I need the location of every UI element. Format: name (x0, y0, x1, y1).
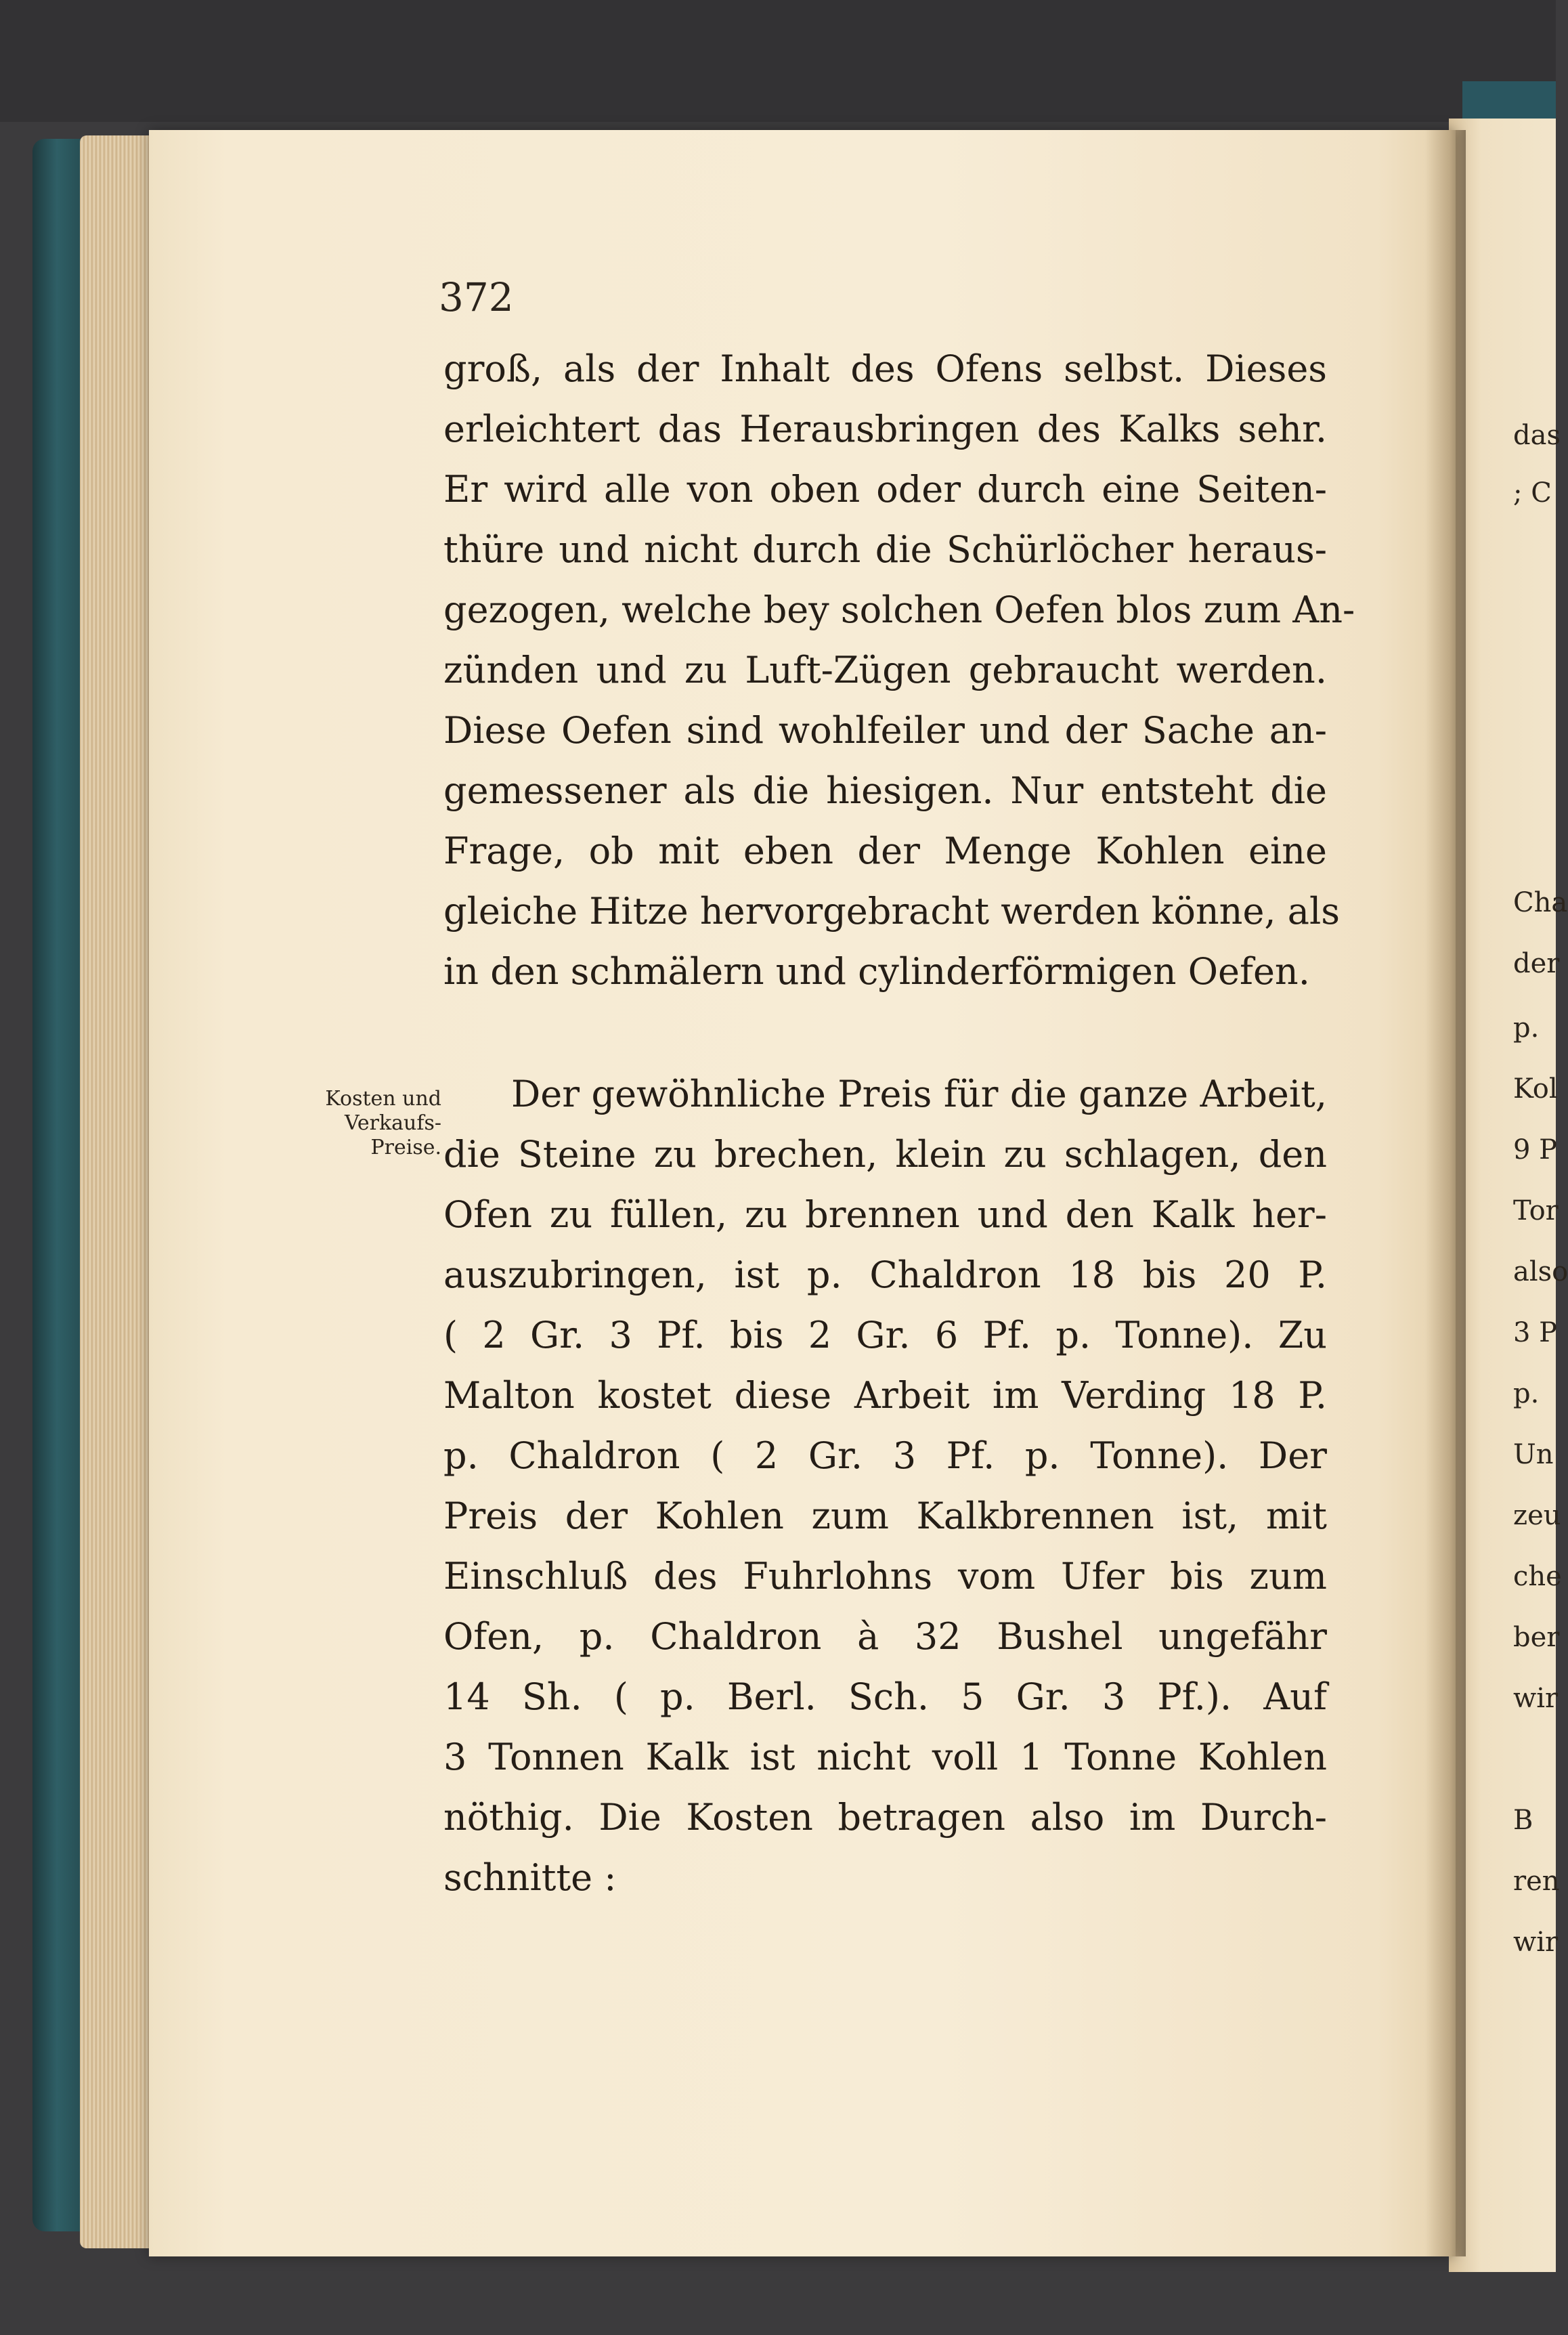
text-line: Der gewöhnliche Preis für die ganze Arbeit, (511, 1073, 1327, 1115)
text-line: in den schmälern und cylinderförmigen Oefen. (443, 950, 1310, 993)
text-line: gemessener als die hiesigen. Nur entsteht die (443, 769, 1327, 812)
page-gutter-shadow (1425, 130, 1466, 2256)
facing-page-fragment: das (1513, 420, 1561, 451)
text-line: Einschluß des Fuhrlohns vom Ufer bis zum (443, 1555, 1327, 1598)
text-line: Ofen, p. Chaldron à 32 Bushel ungefähr (443, 1615, 1327, 1658)
facing-page-fragment: p. (1513, 1012, 1540, 1044)
facing-page-fragment: che (1513, 1561, 1562, 1592)
facing-page-fragment: wir (1513, 1683, 1559, 1714)
paragraph-1 (443, 339, 1355, 1002)
facing-page-fragment: Cha (1513, 887, 1568, 918)
text-line: 14 Sh. ( p. Berl. Sch. 5 Gr. 3 Pf.). Auf (443, 1675, 1327, 1718)
facing-page-text (1513, 0, 1568, 2335)
facing-page-fragment: wir (1513, 1927, 1559, 1958)
facing-page-fragment: zeu (1513, 1500, 1561, 1531)
text-line: Ofen zu füllen, zu brennen und den Kalk her- (443, 1193, 1327, 1236)
text-line: erleichtert das Herausbringen des Kalks sehr. (443, 408, 1327, 450)
facing-page-fragment: 3 P (1513, 1317, 1558, 1348)
facing-page-fragment: Tor (1513, 1195, 1559, 1226)
facing-page-fragment: ber (1513, 1622, 1560, 1653)
facing-page-fragment: ren (1513, 1866, 1560, 1897)
text-line: 3 Tonnen Kalk ist nicht voll 1 Tonne Kohlen (443, 1736, 1327, 1778)
text-line: Er wird alle von oben oder durch eine Seiten- (443, 468, 1327, 511)
margin-note-line: Preise. (370, 1136, 441, 1159)
text-line: nöthig. Die Kosten betragen also im Durch- (443, 1796, 1327, 1839)
margin-note-line: Kosten und (325, 1087, 441, 1111)
text-line: groß, als der Inhalt des Ofens selbst. Dieses (443, 347, 1327, 390)
margin-note (292, 1087, 441, 1160)
text-line: auszubringen, ist p. Chaldron 18 bis 20 P. (443, 1254, 1327, 1296)
text-line: thüre und nicht durch die Schürlöcher heraus- (443, 528, 1327, 571)
margin-note-line: Verkaufs- (344, 1111, 441, 1135)
text-line: gleiche Hitze hervorgebracht werden könne, als (443, 890, 1340, 933)
text-line: Diese Oefen sind wohlfeiler und der Sache an- (443, 709, 1327, 752)
scan-background (0, 0, 1556, 122)
paragraph-2 (443, 1064, 1327, 1908)
text-line: die Steine zu brechen, klein zu schlagen, den (443, 1133, 1327, 1176)
page-number: 372 (439, 274, 514, 320)
text-line: ( 2 Gr. 3 Pf. bis 2 Gr. 6 Pf. p. Tonne). Zu (443, 1314, 1327, 1356)
facing-page-fragment: also (1513, 1256, 1568, 1287)
text-line: zünden und zu Luft-Zügen gebraucht werden. (443, 649, 1327, 691)
text-line: Frage, ob mit eben der Menge Kohlen eine (443, 830, 1327, 872)
text-line: p. Chaldron ( 2 Gr. 3 Pf. p. Tonne). Der (443, 1434, 1327, 1477)
book-cover-left (32, 139, 87, 2231)
facing-page-fragment: p. (1513, 1378, 1540, 1409)
text-line: gezogen, welche bey solchen Oefen blos zum An- (443, 588, 1355, 631)
page-edges (80, 135, 154, 2248)
page-body (443, 339, 1355, 1908)
facing-page-fragment: ; C (1513, 477, 1552, 509)
facing-page-fragment: Kol (1513, 1073, 1558, 1105)
facing-page-fragment: 9 P (1513, 1134, 1558, 1165)
text-line: Malton kostet diese Arbeit im Verding 18 P. (443, 1374, 1327, 1417)
facing-page-fragment: der (1513, 948, 1560, 979)
text-line: Preis der Kohlen zum Kalkbrennen ist, mit (443, 1495, 1327, 1537)
text-line: schnitte : (443, 1856, 617, 1899)
facing-page-fragment: Un (1513, 1439, 1554, 1470)
facing-page-fragment: B (1513, 1805, 1533, 1836)
